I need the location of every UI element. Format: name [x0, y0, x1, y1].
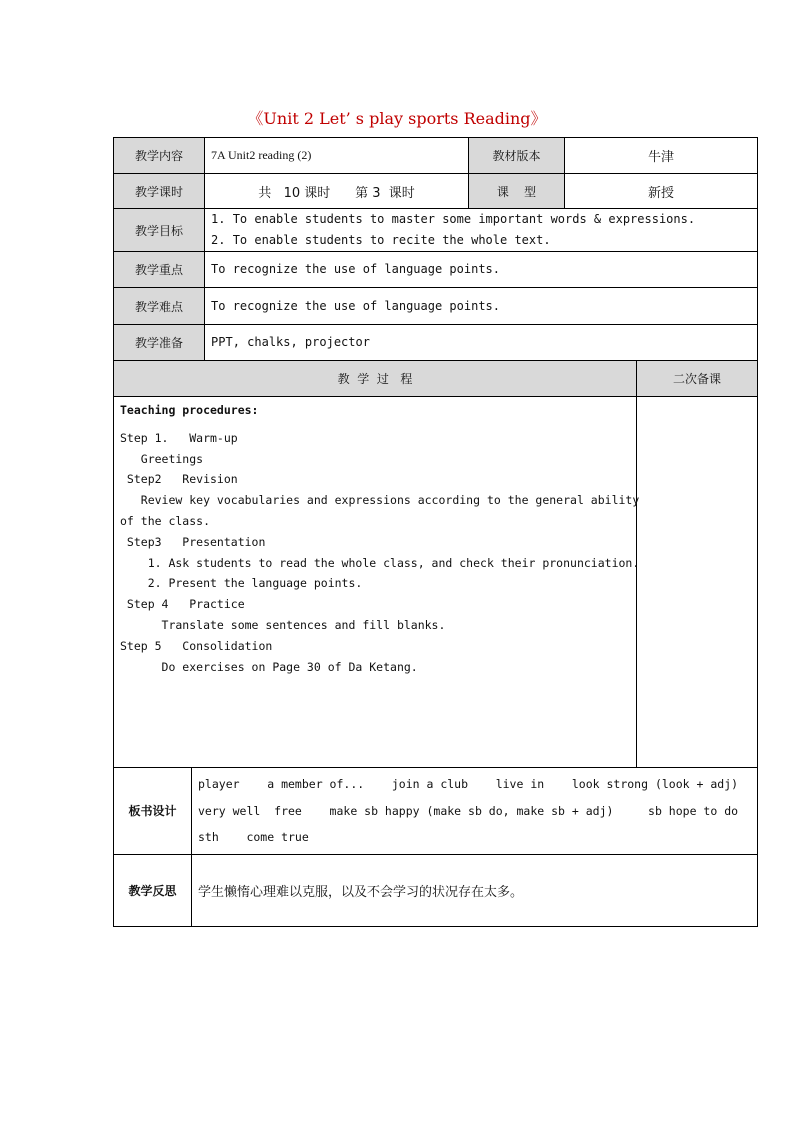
board-label: 板书设计	[114, 768, 192, 855]
procedure-line: Step 1. Warm-up	[120, 430, 238, 445]
type-label: 课 型	[469, 174, 565, 209]
procedures-cell	[114, 397, 640, 768]
goal-row	[114, 209, 758, 252]
key-value: To recognize the use of language points.	[205, 252, 758, 288]
process-body-row	[114, 397, 758, 768]
reflection-row	[114, 854, 758, 926]
goal-label: 教学目标	[114, 209, 205, 252]
textbook-label: 教材版本	[469, 138, 565, 174]
backup-cell	[637, 397, 758, 768]
procedure-line: 2. Present the language points.	[120, 576, 363, 591]
reflection-value: 学生懒惰心理难以克服，以及不会学习的状况存在太多。	[192, 854, 758, 926]
prep-label: 教学准备	[114, 325, 205, 361]
reflection-label: 教学反思	[114, 854, 192, 926]
hours-label: 教学课时	[114, 174, 205, 209]
document-title: 《Unit 2 Let’ s play sports Reading》	[247, 109, 547, 128]
board-line: sth come true	[198, 830, 309, 844]
procedure-line: Greetings	[120, 451, 204, 466]
goal-item: 1. To enable students to master some important words & expressions.	[211, 212, 696, 226]
procedure-line: Step3 Presentation	[120, 534, 266, 549]
procedure-line: Review key vocabularies and expressions according to the general ability	[120, 493, 640, 508]
prep-value: PPT, chalks, projector	[205, 325, 758, 361]
procedure-line: Translate some sentences and fill blanks.	[120, 617, 446, 632]
prep-row	[114, 325, 758, 361]
hours-row	[114, 174, 758, 209]
procedure-line: 1. Ask students to read the whole class, and check their pronunciation.	[120, 555, 640, 570]
difficult-value: To recognize the use of language points.	[205, 288, 758, 325]
lesson-plan-table	[113, 137, 758, 927]
difficult-row	[114, 288, 758, 325]
process-header-row	[114, 361, 758, 397]
procedure-line: Step 4 Practice	[120, 597, 245, 612]
content-label: 教学内容	[114, 138, 205, 174]
backup-label: 二次备课	[637, 361, 758, 397]
procedure-line: of the class.	[120, 513, 211, 528]
procedures-heading: Teaching procedures:	[120, 403, 259, 417]
procedure-line: Step 5 Consolidation	[120, 638, 273, 653]
procedure-line: Step2 Revision	[120, 472, 238, 487]
board-row	[114, 768, 758, 855]
board-line: player a member of... join a club live in look strong (look + adj)	[198, 777, 739, 791]
goal-item: 2. To enable students to recite the whole text.	[211, 233, 551, 247]
type-value: 新授	[565, 174, 758, 209]
key-row	[114, 252, 758, 288]
difficult-label: 教学难点	[114, 288, 205, 325]
textbook-value: 牛津	[565, 138, 758, 174]
board-line: very well free make sb happy (make sb do, make sb + adj) sb hope to do	[198, 803, 739, 818]
process-label: 教 学 过 程	[114, 361, 637, 397]
content-row	[114, 138, 758, 174]
procedure-line: Do exercises on Page 30 of Da Ketang.	[120, 659, 418, 674]
key-label: 教学重点	[114, 252, 205, 288]
hours-value: 共 10 课时 第 3 课时	[205, 174, 469, 209]
content-value: 7A Unit2 reading (2)	[205, 138, 469, 174]
